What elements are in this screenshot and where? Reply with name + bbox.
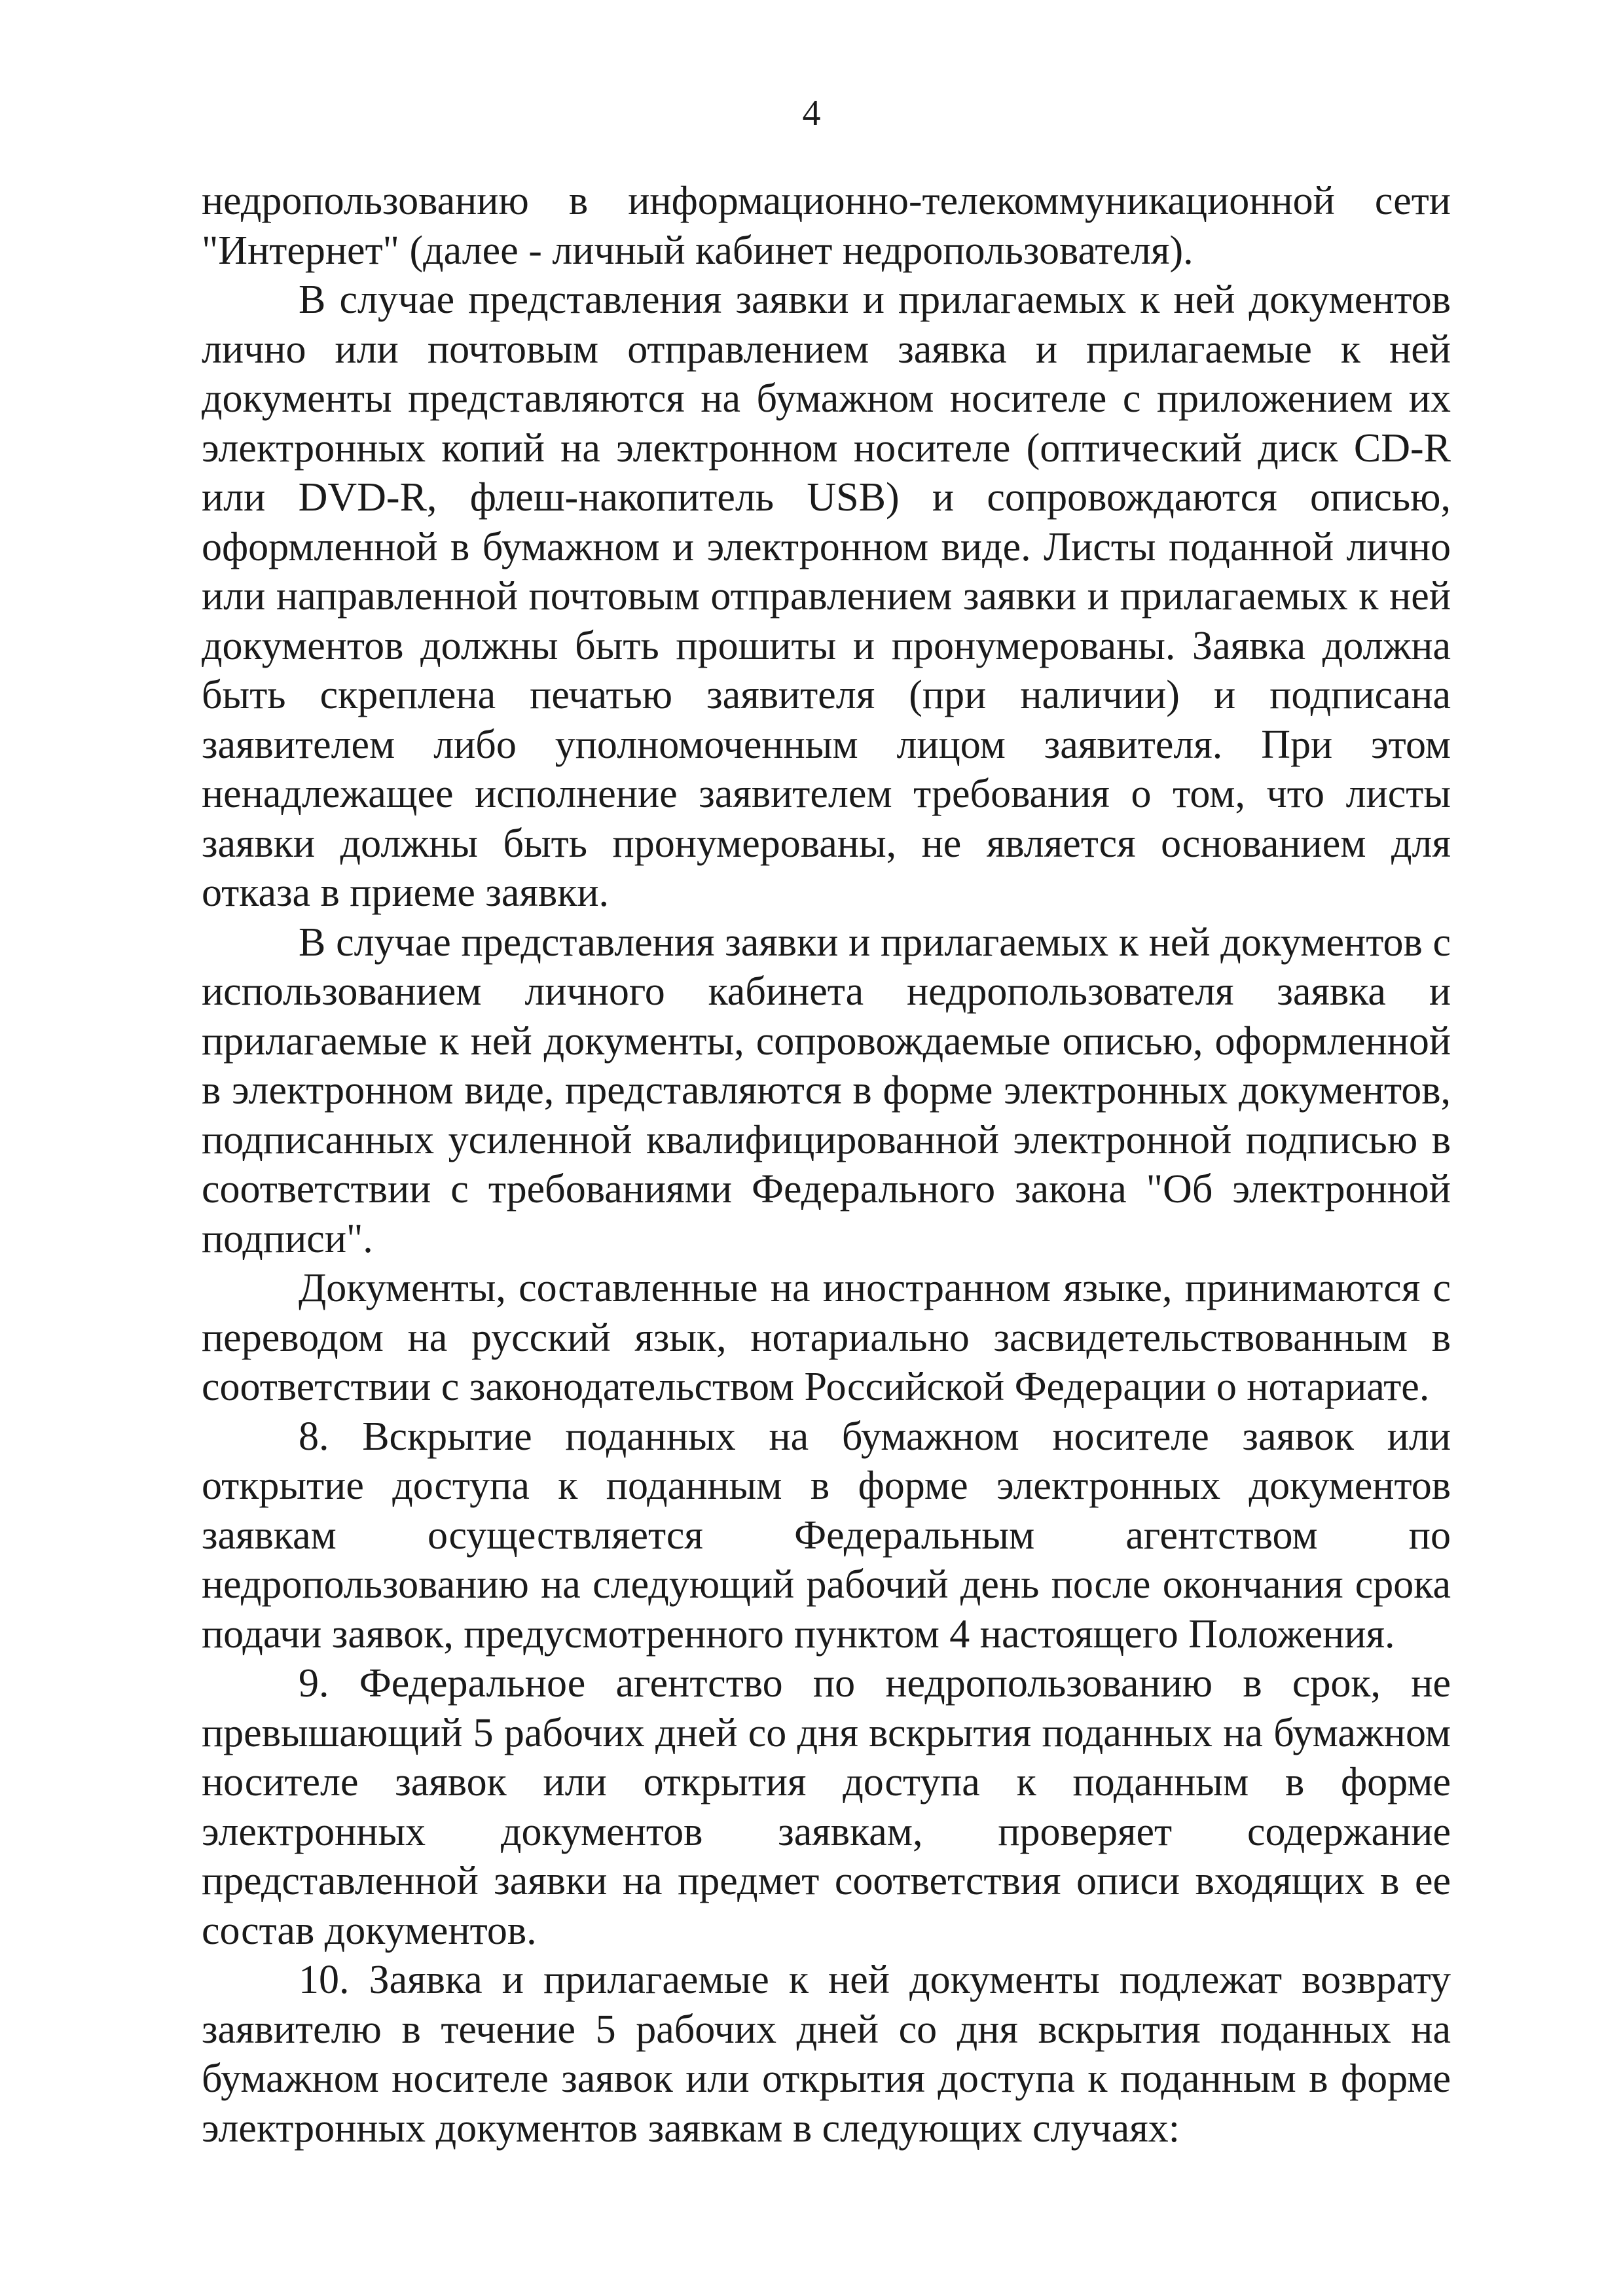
paragraph-foreign-language: Документы, составленные на иностранном языке, принимаются с переводом на русский язык, нотариально засвидетельствованным в соответствии с законодательством Российской Федерации о нотариате.	[202, 1266, 1451, 1409]
paragraph-item-9: 9. Федеральное агентство по недропользованию в срок, не превышающий 5 рабочих дней со дня вскрытия поданных на бумажном носителе заявок или открытия доступа к поданным в форме электронных документов заявкам, проверяет содержание представленной заявки на предмет соответствия описи входящих в ее состав документов.	[202, 1661, 1451, 1953]
paragraph-submission-in-person: В случае представления заявки и прилагаемых к ней документов лично или почтовым отправлением заявка и прилагаемые к ней документы представляются на бумажном носителе с приложением их электронных копий на электронном носителе (оптический диск CD-R или DVD-R, флеш-накопитель USB) и сопровождаются описью, оформленной в бумажном и электронном виде. Листы поданной лично или направленной почтовым отправлением заявки и прилагаемых к ней документов должны быть прошиты и пронумерованы. Заявка должна быть скреплена печатью заявителя (при наличии) и подписана заявителем либо уполномоченным лицом заявителя. При этом ненадлежащее исполнение заявителем требования о том, что листы заявки должны быть пронумерованы, не является основанием для отказа в приеме заявки.	[202, 278, 1451, 915]
paragraph-submission-online: В случае представления заявки и прилагаемых к ней документов с использованием личного кабинета недропользователя заявка и прилагаемые к ней документы, сопровождаемые описью, оформленной в электронном виде, представляются в форме электронных документов, подписанных усиленной квалифицированной электронной подписью в соответствии с требованиями Федерального закона "Об электронной подписи".	[202, 920, 1451, 1261]
paragraph-item-10: 10. Заявка и прилагаемые к ней документы подлежат возврату заявителю в течение 5 рабочих дней со дня вскрытия поданных на бумажном носителе заявок или открытия доступа к поданным в форме электронных документов заявкам в следующих случаях:	[202, 1958, 1451, 2151]
page-number: 4	[802, 93, 821, 134]
document-body	[202, 177, 1451, 2153]
paragraph-item-8: 8. Вскрытие поданных на бумажном носителе заявок или открытие доступа к поданным в форме электронных документов заявкам осуществляется Федеральным агентством по недропользованию на следующий рабочий день после окончания срока подачи заявок, предусмотренного пунктом 4 настоящего Положения.	[202, 1414, 1451, 1657]
paragraph-continuation: недропользованию в информационно-телекоммуникационной сети "Интернет" (далее - личный кабинет недропользователя).	[202, 179, 1451, 273]
